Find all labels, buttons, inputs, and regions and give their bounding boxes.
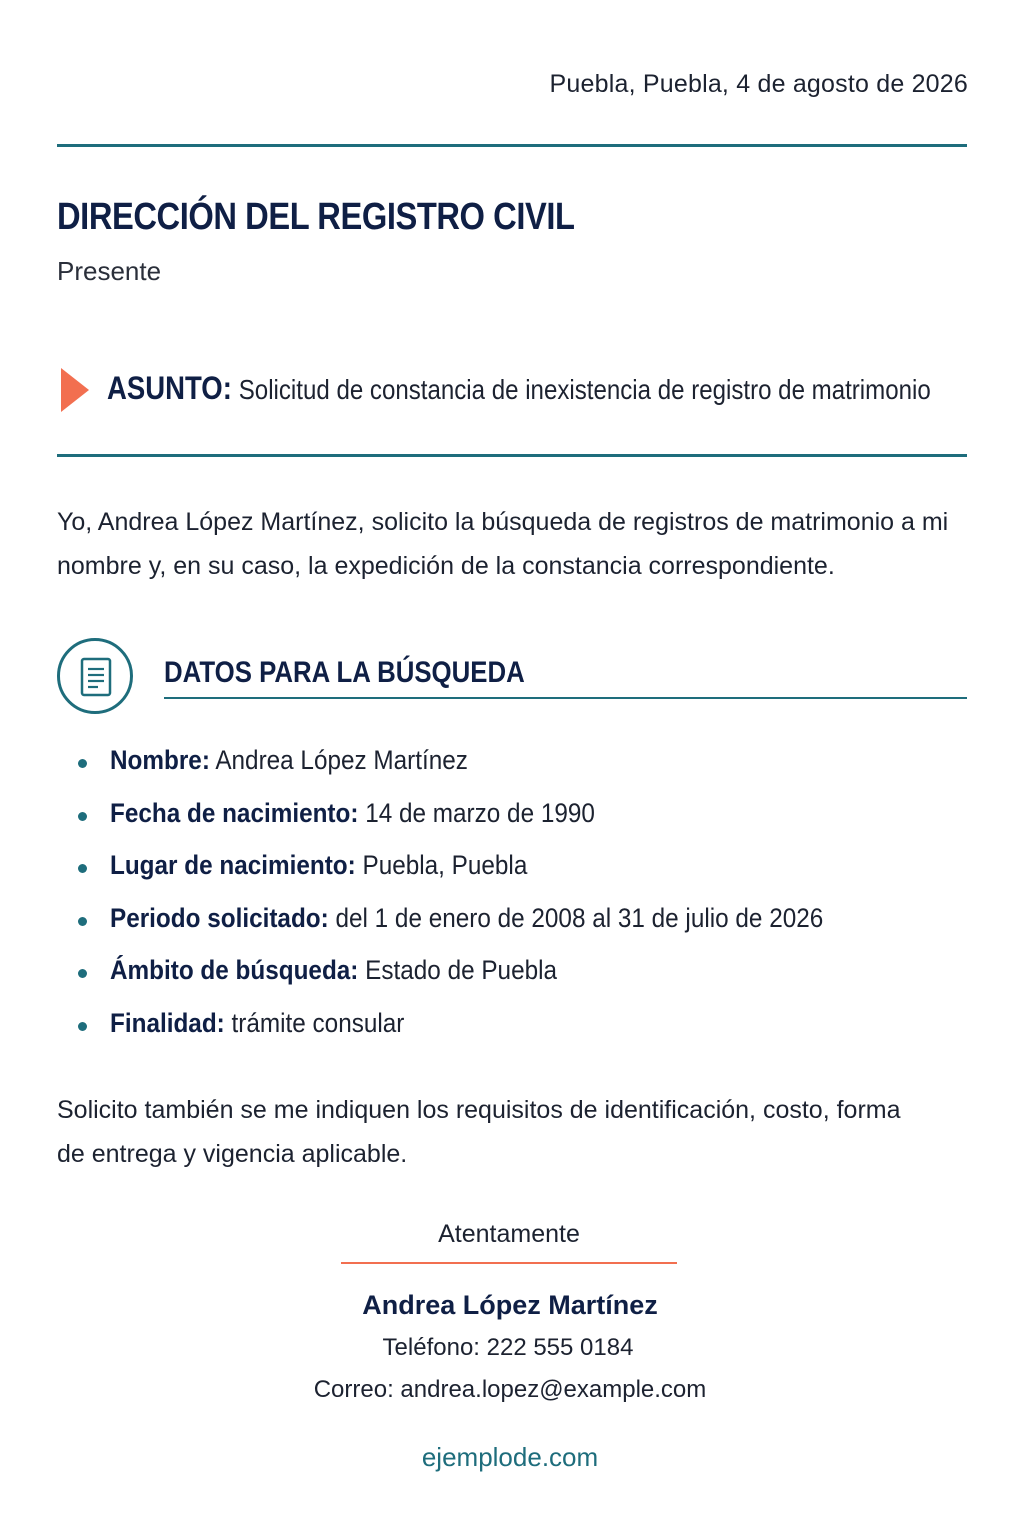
date-line: Puebla, Puebla, 4 de agosto de 2026 [549, 70, 968, 98]
list-item-text [110, 745, 468, 776]
request-paragraph: Solicito también se me indiquen los requisitos de identificación, costo, forma de entrega y vigencia aplicable. [57, 1096, 901, 1168]
signature-line [341, 1262, 677, 1264]
section-title: DATOS PARA LA BÚSQUEDA [164, 656, 525, 689]
greeting: Presente [57, 256, 162, 286]
header-divider [57, 144, 967, 147]
subject-row [57, 366, 967, 416]
list-item [74, 740, 974, 793]
list-item-text [110, 798, 595, 829]
list-item-value: del 1 de enero de 2008 al 31 de julio de 2026 [335, 902, 824, 933]
bullet-icon [78, 812, 87, 821]
list-item-text [110, 903, 823, 934]
list-item-value: 14 de marzo de 1990 [365, 797, 595, 828]
list-item [74, 950, 974, 1003]
list-item-value: Puebla, Puebla [362, 850, 528, 880]
subject-divider [57, 454, 967, 457]
document-icon [57, 638, 133, 714]
bullet-icon [78, 759, 87, 768]
list-item-value: trámite consular [231, 1007, 405, 1038]
section-divider [164, 697, 967, 699]
search-data-list [74, 740, 974, 1055]
bullet-icon [78, 1022, 87, 1031]
list-item-label: Fecha de nacimiento: [110, 797, 359, 828]
list-item-value: Estado de Puebla [365, 955, 558, 985]
list-item-text [110, 955, 557, 986]
signer-phone: Teléfono: 222 555 0184 [382, 1334, 634, 1361]
list-item-label: Lugar de nacimiento: [110, 850, 356, 880]
bullet-icon [78, 969, 87, 978]
bullet-icon [78, 864, 87, 873]
list-item-text [110, 1008, 404, 1039]
signer-name: Andrea López Martínez [362, 1290, 658, 1320]
subject-label: ASUNTO: [107, 370, 232, 406]
intro-paragraph: Yo, Andrea López Martínez, solicito la búsqueda de registros de matrimonio a mi nombre y, en su caso, la expedición de la constancia correspondiente. [57, 508, 949, 580]
bullet-icon [78, 917, 87, 926]
list-item [74, 898, 974, 951]
list-item [74, 793, 974, 846]
list-item-label: Finalidad: [110, 1007, 225, 1038]
list-item-label: Nombre: [110, 745, 210, 775]
list-item-text [110, 850, 527, 881]
list-item-value: Andrea López Martínez [215, 745, 468, 775]
list-item-label: Periodo solicitado: [110, 902, 329, 933]
triangle-marker-icon [61, 368, 89, 412]
list-item [74, 845, 974, 898]
search-section-header [57, 638, 967, 718]
recipient-title: DIRECCIÓN DEL REGISTRO CIVIL [57, 196, 575, 238]
list-item-label: Ámbito de búsqueda: [110, 955, 359, 985]
subject-value: Solicitud de constancia de inexistencia de registro de matrimonio [238, 374, 931, 405]
subject-text [107, 370, 931, 407]
footer-site-link[interactable]: ejemplode.com [421, 1442, 599, 1472]
signer-email: Correo: andrea.lopez@example.com [313, 1376, 707, 1403]
list-item [74, 1003, 974, 1056]
closing-word: Atentamente [438, 1220, 580, 1248]
